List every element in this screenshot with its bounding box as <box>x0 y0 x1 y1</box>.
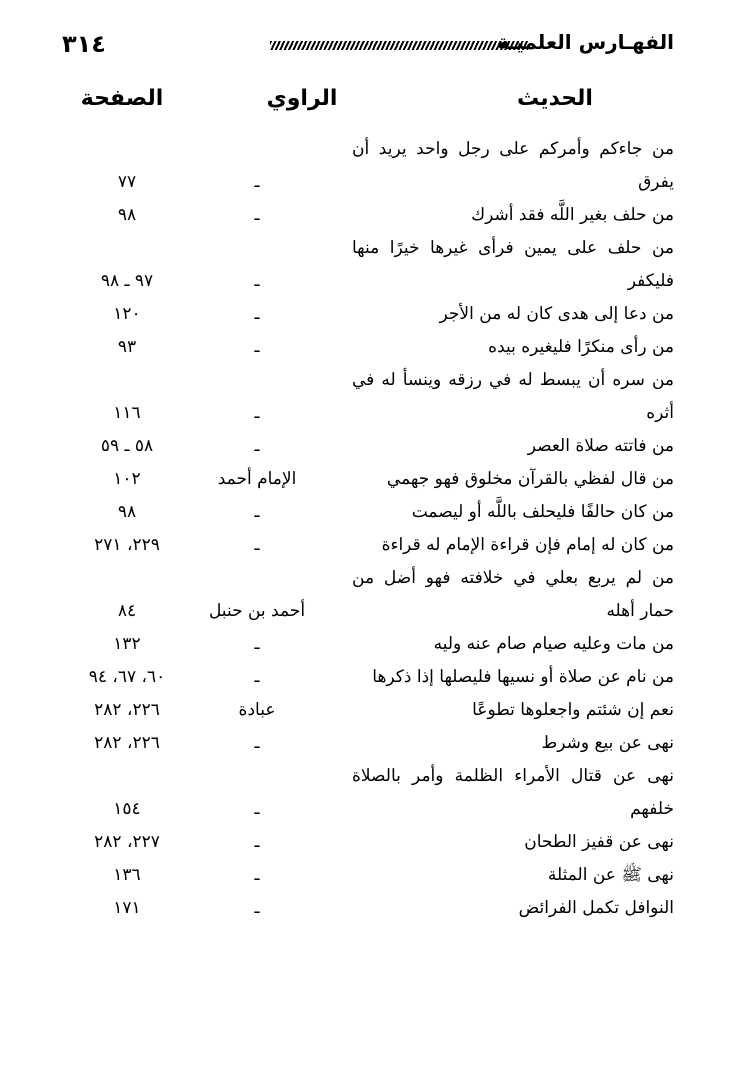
rawi-name: ـ <box>254 898 260 918</box>
page-ref: ٩٧ ـ ٩٨ <box>100 271 154 291</box>
rawi-name: ـ <box>254 634 260 654</box>
index-row <box>62 727 674 760</box>
page-ref: ٢٢٦، ٢٨٢ <box>94 700 160 720</box>
index-row <box>62 529 674 562</box>
rawi-name: ـ <box>254 799 260 819</box>
rawi-name: ـ <box>254 304 260 324</box>
rawi-name: ـ <box>254 865 260 885</box>
index-row <box>62 859 674 892</box>
heading-rawi: الراوي <box>266 86 338 111</box>
rawi-name: ـ <box>254 667 260 687</box>
hadith-text: من سره أن يبسط له في رزقه وينسأ له في أثره <box>352 370 674 423</box>
index-row <box>62 628 674 661</box>
running-header <box>62 30 674 62</box>
page-ref: ٢٢٦، ٢٨٢ <box>94 733 160 753</box>
index-row <box>62 826 674 859</box>
page-ref: ٩٣ <box>117 337 137 357</box>
heading-page: الصفحة <box>80 86 164 111</box>
hadith-text: نهى عن قتال الأمراء الظلمة وأمر بالصلاة خلفهم <box>352 766 674 819</box>
hadith-text: من حلف على يمين فرأى غيرها خيرًا منها فليكفر <box>352 238 674 291</box>
page-ref: ٨٤ <box>117 601 137 621</box>
page-ref: ١٥٤ <box>113 799 141 819</box>
page-ref: ٢٢٩، ٢٧١ <box>94 535 160 555</box>
page-ref: ١٧١ <box>113 898 141 918</box>
rawi-name: ـ <box>254 436 260 456</box>
rawi-name: عبادة <box>238 700 276 720</box>
index-row <box>62 661 674 694</box>
index-row <box>62 892 674 925</box>
header-rule <box>270 41 528 50</box>
page-ref: ٦٠، ٦٧، ٩٤ <box>88 667 166 687</box>
hadith-text: نهى عن قفيز الطحان <box>524 832 674 852</box>
hadith-text: من رأى منكرًا فليغيره بيده <box>488 337 674 357</box>
index-row <box>62 496 674 529</box>
rawi-name: ـ <box>254 832 260 852</box>
rawi-name: ـ <box>254 733 260 753</box>
index-table <box>62 133 674 925</box>
hadith-text: من قال لفظي بالقرآن مخلوق فهو جهمي <box>386 469 674 489</box>
hadith-text: من لم يربع بعلي في خلافته فهو أضل من حمار أهله <box>352 568 674 621</box>
heading-hadith: الحديث <box>517 86 593 111</box>
rawi-name: ـ <box>254 271 260 291</box>
page-ref: ٩٨ <box>117 205 137 225</box>
index-row <box>62 364 674 430</box>
running-title: الفهـارس العلميـة <box>497 30 674 54</box>
index-row <box>62 298 674 331</box>
page-ref: ١٢٠ <box>113 304 141 324</box>
index-row <box>62 199 674 232</box>
rawi-name: ـ <box>254 172 260 192</box>
rawi-name: ـ <box>254 535 260 555</box>
rawi-name: ـ <box>254 337 260 357</box>
hadith-text: من دعا إلى هدى كان له من الأجر <box>439 304 674 324</box>
hadith-text: نعم إن شئتم واجعلوها تطوعًا <box>472 700 674 720</box>
page-ref: ١١٦ <box>113 403 141 423</box>
rawi-name: أحمد بن حنبل <box>208 601 306 621</box>
rawi-name: ـ <box>254 502 260 522</box>
hadith-text: من كان له إمام فإن قراءة الإمام له قراءة <box>381 535 674 555</box>
page-ref: ١٠٢ <box>113 469 141 489</box>
column-headings <box>62 86 674 126</box>
hadith-text: من مات وعليه صيام صام عنه وليه <box>433 634 674 654</box>
page-ref: ٢٢٧، ٢٨٢ <box>94 832 160 852</box>
index-row <box>62 331 674 364</box>
page-ref: ٧٧ <box>117 172 137 192</box>
hadith-text: من جاءكم وأمركم على رجل واحد يريد أن يفرق <box>352 139 674 192</box>
page-ref: ١٣٦ <box>113 865 141 885</box>
hadith-text: من فاتته صلاة العصر <box>527 436 674 456</box>
hadith-text: نهى ﷺ عن المثلة <box>547 865 674 885</box>
index-row <box>62 430 674 463</box>
hadith-text: نهى عن بيع وشرط <box>541 733 674 753</box>
hadith-text: من كان حالفًا فليحلف باللَّه أو ليصمت <box>411 502 674 522</box>
rawi-name: ـ <box>254 205 260 225</box>
rawi-name: ـ <box>254 403 260 423</box>
hadith-text: من حلف بغير اللَّه فقد أشرك <box>471 205 674 225</box>
page-ref: ٩٨ <box>117 502 137 522</box>
page-number: ٣١٤ <box>62 30 106 58</box>
index-row <box>62 133 674 199</box>
index-row <box>62 232 674 298</box>
hadith-text: من نام عن صلاة أو نسيها فليصلها إذا ذكرها <box>372 667 674 687</box>
index-row <box>62 562 674 628</box>
hadith-text: النوافل تكمل الفرائض <box>518 898 674 918</box>
rawi-name: الإمام أحمد <box>217 469 297 489</box>
index-row <box>62 463 674 496</box>
index-row <box>62 694 674 727</box>
page-ref: ٥٨ ـ ٥٩ <box>100 436 154 456</box>
index-row <box>62 760 674 826</box>
page-ref: ١٣٢ <box>113 634 141 654</box>
